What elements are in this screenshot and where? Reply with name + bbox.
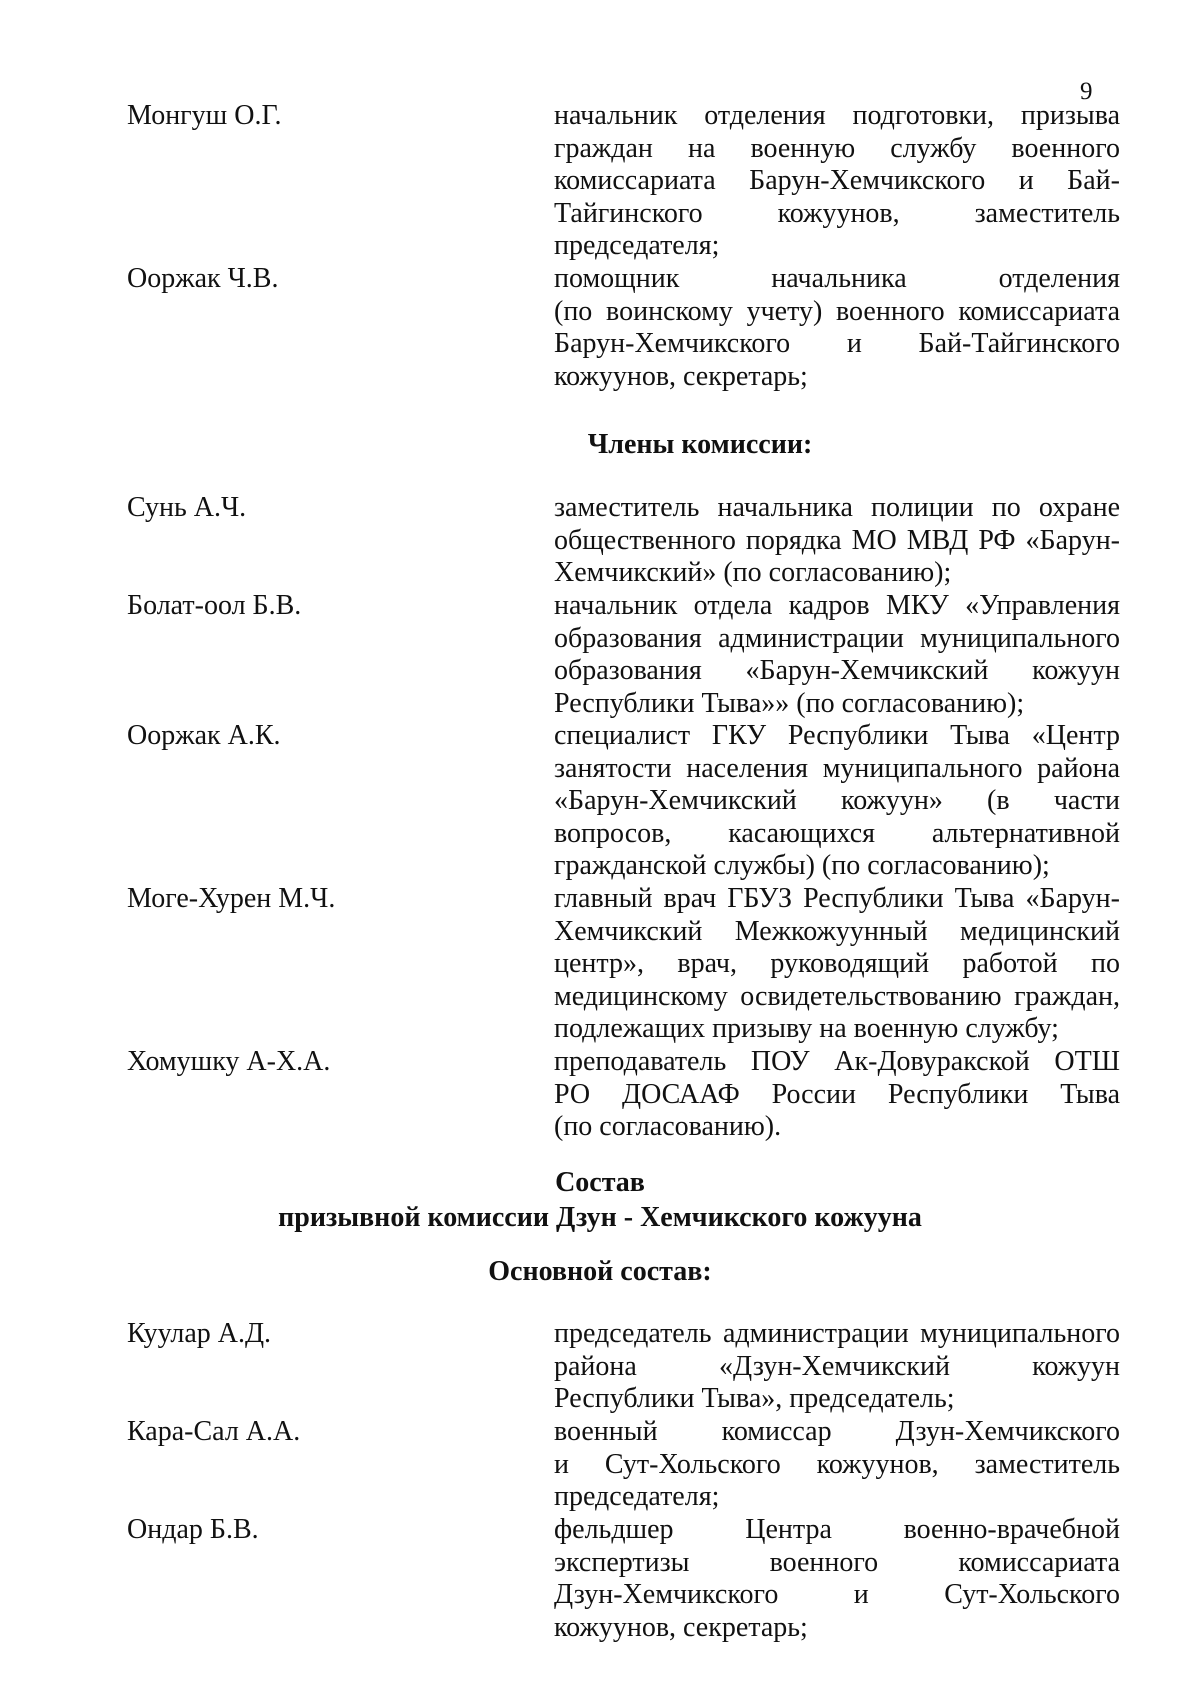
entry-name: Сунь А.Ч. — [127, 492, 247, 523]
desc-line: Республики Тыва»» (по согласованию); — [554, 687, 1025, 719]
entry-description — [554, 1318, 1120, 1416]
section-subtitle — [0, 1201, 1200, 1235]
desc-line: начальник отдела кадров МКУ «Управления — [554, 590, 1120, 621]
desc-line: главный врач ГБУЗ Республики Тыва «Барун- — [554, 883, 1120, 914]
desc-line: комиссариата Барун-Хемчикского и Бай- — [554, 165, 1120, 196]
entry-name: Болат-оол Б.В. — [127, 590, 302, 621]
desc-line: кожуунов, секретарь; — [554, 360, 808, 392]
entry-description — [554, 590, 1120, 720]
desc-line: подлежащих призыву на военную службу; — [554, 1013, 1059, 1044]
desc-line: экспертизы военного комиссариата — [554, 1546, 1120, 1578]
desc-line: центр», врач, руководящий работой по — [554, 948, 1120, 979]
entry-name: Монгуш О.Г. — [127, 100, 282, 131]
entry-name: Кара-Сал А.А. — [127, 1416, 301, 1447]
entry-name: Ооржак Ч.В. — [127, 263, 279, 294]
desc-line: председатель администрации муниципального — [554, 1318, 1120, 1349]
entry-description — [554, 1046, 1120, 1144]
main-heading-text: Основной состав: — [488, 1256, 712, 1287]
entry-description — [554, 1416, 1120, 1514]
desc-line: Дзун-Хемчикского и Сут-Хольского — [554, 1579, 1120, 1610]
desc-line: председателя; — [554, 1481, 720, 1512]
desc-line: фельдшер Центра военно-врачебной — [554, 1514, 1120, 1545]
desc-line: специалист ГКУ Республики Тыва «Центр — [554, 720, 1120, 751]
entry-description — [554, 263, 1120, 393]
desc-line: гражданской службы) (по согласованию); — [554, 850, 1050, 881]
desc-line: (по согласованию). — [554, 1111, 782, 1142]
desc-line: Тайгинского кожуунов, заместитель — [554, 197, 1120, 229]
entry-description — [554, 100, 1120, 263]
desc-line: образования администрации муниципального — [554, 622, 1120, 654]
desc-line: медицинскому освидетельствованию граждан, — [554, 980, 1120, 1012]
desc-line: вопросов, касающихся альтернативной — [554, 817, 1120, 849]
main-composition-heading — [0, 1255, 1200, 1289]
desc-line: кожуунов, секретарь; — [554, 1611, 808, 1643]
section-title — [0, 1166, 1200, 1200]
entry-name: Куулар А.Д. — [127, 1318, 272, 1349]
section-title-line-2: призывной комиссии Дзун - Хемчикского кожууна — [278, 1202, 922, 1233]
desc-line: Барун-Хемчикского и Бай-Тайгинского — [554, 328, 1120, 359]
section-title-line-1: Состав — [555, 1167, 645, 1198]
desc-line: заместитель начальника полиции по охране — [554, 492, 1120, 523]
desc-line: преподаватель ПОУ Ак-Довуракской ОТШ — [554, 1046, 1120, 1077]
page-number: 9 — [1080, 78, 1093, 105]
entry-name: Хомушку А-Х.А. — [127, 1046, 331, 1077]
members-heading-text: Члены комиссии: — [587, 429, 813, 460]
desc-line: РО ДОСААФ России Республики Тыва — [554, 1078, 1120, 1110]
members-heading — [0, 428, 1200, 462]
desc-line: (по воинскому учету) военного комиссариата — [554, 295, 1120, 327]
desc-line: военный комиссар Дзун-Хемчикского — [554, 1416, 1120, 1447]
desc-line: образования «Барун-Хемчикский кожуун — [554, 655, 1120, 686]
desc-line: председателя; — [554, 230, 720, 261]
desc-line: Республики Тыва», председатель; — [554, 1383, 955, 1414]
entry-name: Ооржак А.К. — [127, 720, 281, 751]
entry-name: Моге-Хурен М.Ч. — [127, 883, 336, 914]
desc-line: района «Дзун-Хемчикский кожуун — [554, 1350, 1120, 1382]
desc-line: помощник начальника отделения — [554, 263, 1120, 294]
desc-line: и Сут-Хольского кожуунов, заместитель — [554, 1448, 1120, 1480]
desc-line: занятости населения муниципального района — [554, 752, 1120, 784]
desc-line: общественного порядка МО МВД РФ «Барун- — [554, 524, 1120, 556]
entry-description — [554, 883, 1120, 1046]
desc-line: «Барун-Хемчикский кожуун» (в части — [554, 785, 1120, 816]
desc-line: Хемчикский» (по согласованию); — [554, 557, 952, 588]
entry-name: Ондар Б.В. — [127, 1514, 259, 1545]
entry-description — [554, 720, 1120, 883]
entry-description — [554, 1514, 1120, 1644]
desc-line: граждан на военную службу военного — [554, 132, 1120, 164]
desc-line: Хемчикский Межкожуунный медицинский — [554, 915, 1120, 947]
entry-description — [554, 492, 1120, 590]
desc-line: начальник отделения подготовки, призыва — [554, 100, 1120, 131]
